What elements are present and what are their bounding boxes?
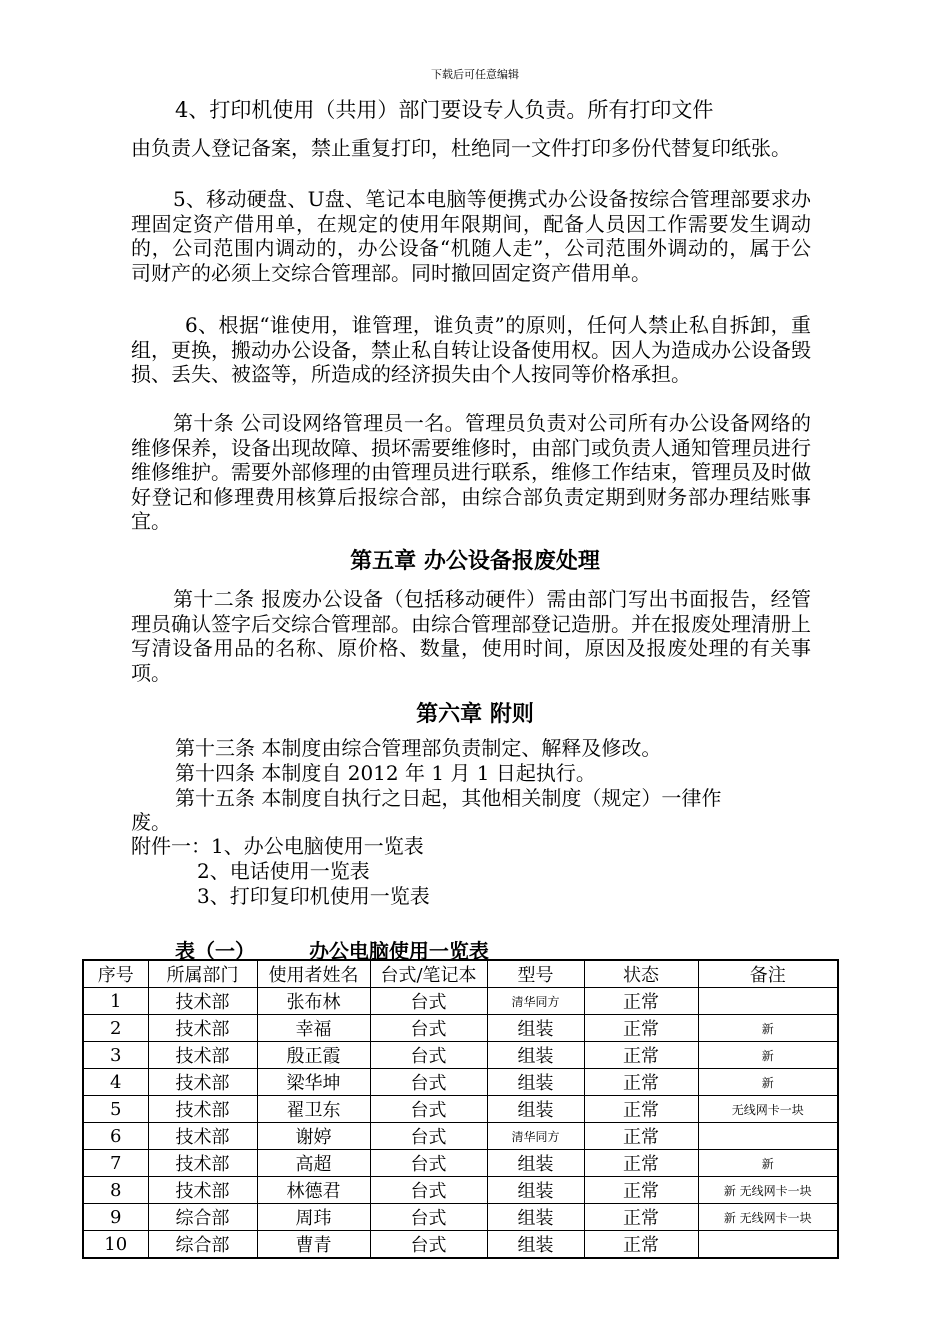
table-cell: 台式 <box>370 1150 487 1177</box>
table-cell: 新 <box>698 1150 838 1177</box>
table-header-row <box>83 960 838 988</box>
table-cell: 台式 <box>370 1123 487 1150</box>
table-cell: 谢婷 <box>257 1123 370 1150</box>
table-cell: 技术部 <box>148 1069 257 1096</box>
table-cell: 2 <box>83 1015 148 1042</box>
table-row <box>83 1150 838 1177</box>
table-caption-label: 表（一） <box>175 939 255 963</box>
table-cell: 组装 <box>487 1177 584 1204</box>
table-cell: 正常 <box>584 1177 698 1204</box>
table-cell: 台式 <box>370 988 487 1015</box>
table-cell: 新 <box>698 1069 838 1096</box>
table-cell: 技术部 <box>148 988 257 1015</box>
column-header: 所属部门 <box>148 960 257 988</box>
table-cell: 清华同方 <box>487 1123 584 1150</box>
table-cell: 正常 <box>584 1150 698 1177</box>
table-row <box>83 1177 838 1204</box>
column-header: 型号 <box>487 960 584 988</box>
table-cell: 组装 <box>487 1015 584 1042</box>
office-computer-table <box>82 959 839 1259</box>
table-cell: 台式 <box>370 1042 487 1069</box>
table-cell: 10 <box>83 1231 148 1259</box>
table-cell: 正常 <box>584 1123 698 1150</box>
table-cell: 组装 <box>487 1069 584 1096</box>
table-cell: 曹青 <box>257 1231 370 1259</box>
table-cell: 台式 <box>370 1204 487 1231</box>
table-cell: 清华同方 <box>487 988 584 1015</box>
table-cell: 正常 <box>584 1204 698 1231</box>
table-cell <box>698 1231 838 1259</box>
column-header: 状态 <box>584 960 698 988</box>
table-cell: 台式 <box>370 1015 487 1042</box>
column-header: 备注 <box>698 960 838 988</box>
column-header: 序号 <box>83 960 148 988</box>
attachment-3: 3、打印复印机使用一览表 <box>197 884 430 908</box>
article-15-line2: 废。 <box>131 810 171 834</box>
table-cell: 新 无线网卡一块 <box>698 1204 838 1231</box>
table-cell: 林德君 <box>257 1177 370 1204</box>
table-cell: 技术部 <box>148 1177 257 1204</box>
table-cell: 正常 <box>584 1069 698 1096</box>
table-cell: 技术部 <box>148 1015 257 1042</box>
table-cell: 台式 <box>370 1177 487 1204</box>
table-cell <box>698 1123 838 1150</box>
table-cell: 技术部 <box>148 1123 257 1150</box>
table-cell <box>698 988 838 1015</box>
paragraph-4-line1: 4、打印机使用（共用）部门要设专人负责。所有打印文件 <box>175 98 714 122</box>
article-14: 第十四条 本制度自 2012 年 1 月 1 日起执行。 <box>175 761 596 785</box>
table-cell: 组装 <box>487 1096 584 1123</box>
table-cell: 7 <box>83 1150 148 1177</box>
page-header-note: 下载后可任意编辑 <box>431 68 519 81</box>
chapter-5-title: 第五章 办公设备报废处理 <box>350 548 600 574</box>
table-cell: 张布林 <box>257 988 370 1015</box>
table-cell: 8 <box>83 1177 148 1204</box>
table-cell: 3 <box>83 1042 148 1069</box>
table-cell: 台式 <box>370 1096 487 1123</box>
table-cell: 综合部 <box>148 1204 257 1231</box>
table-cell: 梁华坤 <box>257 1069 370 1096</box>
column-header: 使用者姓名 <box>257 960 370 988</box>
table-cell: 周玮 <box>257 1204 370 1231</box>
attachment-2: 2、电话使用一览表 <box>197 859 370 883</box>
table-cell: 正常 <box>584 1096 698 1123</box>
table-cell: 技术部 <box>148 1150 257 1177</box>
article-15-line1: 第十五条 本制度自执行之日起，其他相关制度（规定）一律作 <box>175 786 722 810</box>
table-row <box>83 1096 838 1123</box>
attachment-1: 附件一：1、办公电脑使用一览表 <box>131 834 424 858</box>
table-cell: 正常 <box>584 1015 698 1042</box>
table-row <box>83 1069 838 1096</box>
article-12: 第十二条 报废办公设备（包括移动硬件）需由部门写出书面报告，经管理员确认签字后交综合管理部。由综合管理部登记造册。并在报废处理清册上写清设备用品的名称、原价格、数量，使用时间，原因及报废处理的有关事项。 <box>131 587 811 685</box>
table-cell: 9 <box>83 1204 148 1231</box>
table-cell: 组装 <box>487 1150 584 1177</box>
article-10: 第十条 公司设网络管理员一名。管理员负责对公司所有办公设备网络的维修保养，设备出现故障、损坏需要维修时，由部门或负责人通知管理员进行维修维护。需要外部修理的由管理员进行联系，维修工作结束，管理员及时做好登记和修理费用核算后报综合部，由综合部负责定期到财务部办理结账事宜。 <box>131 411 811 533</box>
table-cell: 翟卫东 <box>257 1096 370 1123</box>
paragraph-4-continued: 由负责人登记备案，禁止重复打印，杜绝同一文件打印多份代替复印纸张。 <box>131 136 791 160</box>
table-row <box>83 1231 838 1259</box>
table-cell: 综合部 <box>148 1231 257 1259</box>
table-row <box>83 988 838 1015</box>
table-caption-title: 办公电脑使用一览表 <box>308 939 489 963</box>
table-row <box>83 1042 838 1069</box>
table-cell: 无线网卡一块 <box>698 1096 838 1123</box>
table-cell: 技术部 <box>148 1096 257 1123</box>
table-cell: 组装 <box>487 1204 584 1231</box>
table-cell: 幸福 <box>257 1015 370 1042</box>
table-row <box>83 1123 838 1150</box>
table-cell: 新 <box>698 1015 838 1042</box>
table-cell: 台式 <box>370 1069 487 1096</box>
table-cell: 殷正霞 <box>257 1042 370 1069</box>
table-cell: 正常 <box>584 1231 698 1259</box>
table-row <box>83 1204 838 1231</box>
table-cell: 正常 <box>584 988 698 1015</box>
table-cell: 1 <box>83 988 148 1015</box>
table-cell: 5 <box>83 1096 148 1123</box>
table-row <box>83 1015 838 1042</box>
table-cell: 新 无线网卡一块 <box>698 1177 838 1204</box>
table-cell: 6 <box>83 1123 148 1150</box>
chapter-6-title: 第六章 附则 <box>416 701 534 727</box>
table-cell: 组装 <box>487 1042 584 1069</box>
table-cell: 4 <box>83 1069 148 1096</box>
table-cell: 新 <box>698 1042 838 1069</box>
table-cell: 技术部 <box>148 1042 257 1069</box>
column-header: 台式/笔记本 <box>370 960 487 988</box>
table-cell: 组装 <box>487 1231 584 1259</box>
paragraph-5: 5、移动硬盘、U盘、笔记本电脑等便携式办公设备按综合管理部要求办理固定资产借用单，在规定的使用年限期间，配备人员因工作需要发生调动的，公司范围内调动的，办公设备“机随人走”，公司范围外调动的，属于公司财产的必须上交综合管理部。同时撤回固定资产借用单。 <box>131 187 811 285</box>
table-cell: 正常 <box>584 1042 698 1069</box>
paragraph-6: 6、根据“谁使用，谁管理，谁负责”的原则，任何人禁止私自拆卸，重组，更换，搬动办公设备，禁止私自转让设备使用权。因人为造成办公设备毁损、丢失、被盗等，所造成的经济损失由个人按同等价格承担。 <box>131 313 811 386</box>
table-cell: 台式 <box>370 1231 487 1259</box>
article-13: 第十三条 本制度由综合管理部负责制定、解释及修改。 <box>175 736 662 760</box>
table-cell: 高超 <box>257 1150 370 1177</box>
